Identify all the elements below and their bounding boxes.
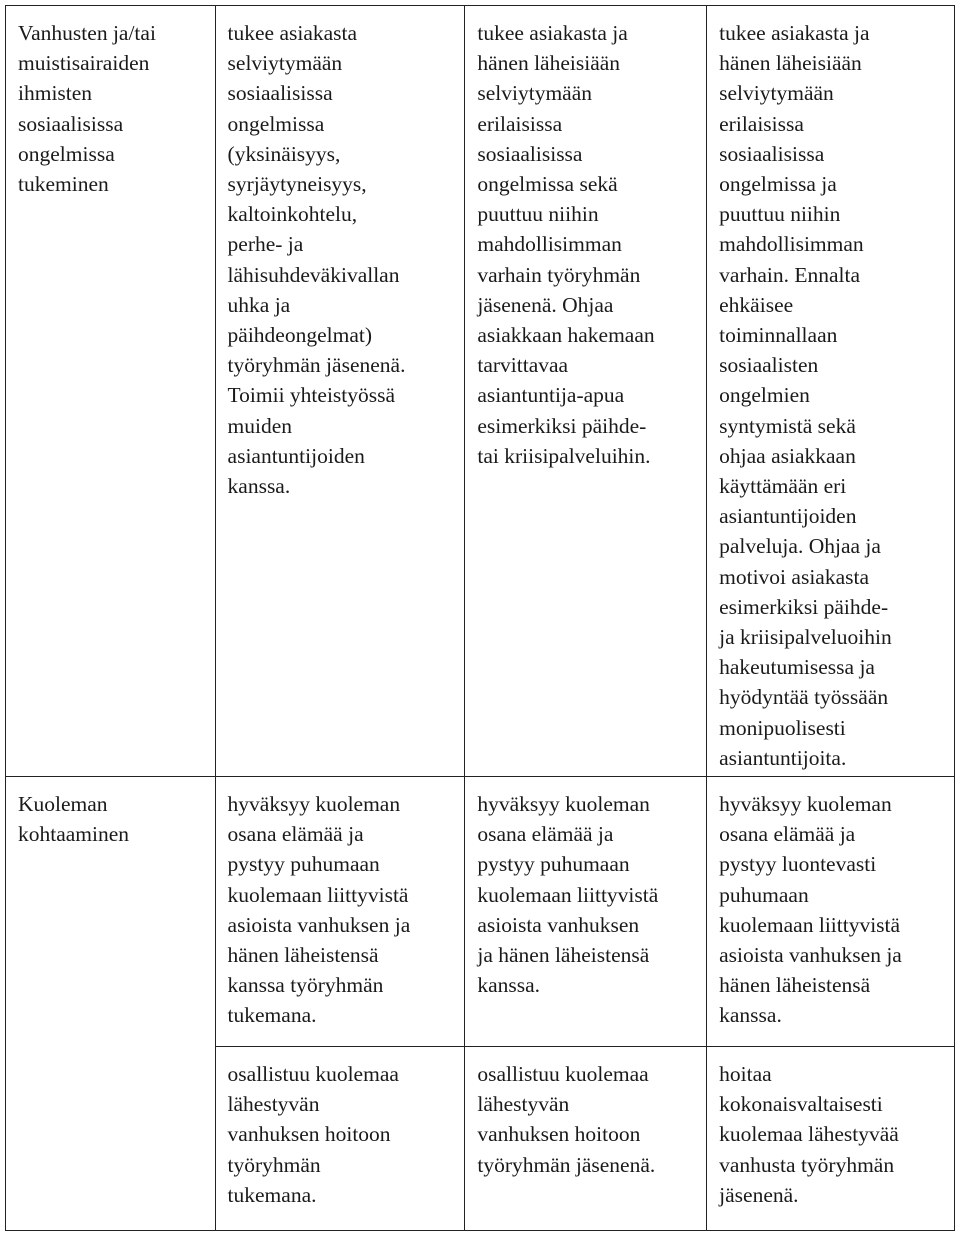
- cell-text-line: ongelmissa ja: [719, 172, 837, 197]
- cell-text-line: osallistuu kuolemaa: [227, 1062, 399, 1086]
- cell-text-line: asioista vanhuksen ja: [227, 912, 411, 937]
- cell-text-line: hyväksyy kuoleman: [477, 792, 650, 816]
- cell-text-line: asiantuntijoiden: [227, 443, 365, 468]
- cell-text-line: tukee asiakasta ja: [477, 21, 628, 45]
- level3-cell: [707, 777, 955, 1047]
- cell-text-line: syntymistä sekä: [719, 413, 856, 438]
- cell-text-line: ehkäisee: [719, 292, 794, 317]
- cell-text-line: esimerkiksi päihde-: [477, 413, 647, 438]
- cell-text-line: tukee asiakasta ja: [719, 21, 870, 45]
- cell-text-line: kohtaaminen: [18, 822, 130, 847]
- table-row: [6, 777, 955, 1047]
- cell-text-line: erilaisissa: [719, 111, 804, 136]
- cell-text-line: puhumaan: [719, 882, 809, 907]
- cell-text-line: ihmisten: [18, 81, 93, 106]
- cell-text-line: kuolemaa lähestyvää: [719, 1122, 899, 1147]
- cell-text-line: työryhmän: [227, 1152, 321, 1177]
- cell-text-line: käyttämään eri: [719, 474, 847, 499]
- cell-text-line: kanssa.: [719, 1003, 782, 1028]
- cell-text-line: kanssa työryhmän: [227, 973, 384, 998]
- cell-text-line: hyväksyy kuoleman: [227, 792, 401, 816]
- level3-cell: [707, 1047, 955, 1231]
- cell-text-line: kanssa.: [227, 474, 291, 499]
- level1-cell: [215, 6, 465, 777]
- cell-text-line: osallistuu kuolemaa: [477, 1062, 649, 1086]
- cell-text-line: lähisuhdeväkivallan: [227, 262, 400, 287]
- cell-text-line: vanhusta työryhmän: [719, 1152, 895, 1177]
- cell-text-line: esimerkiksi päihde-: [719, 594, 889, 619]
- cell-text-line: kuolemaan liittyvistä: [227, 882, 409, 907]
- topic-cell: [6, 777, 216, 1231]
- level2-cell: [465, 1047, 707, 1231]
- cell-text-line: kanssa.: [477, 973, 541, 998]
- cell-text-line: lähestyvän: [227, 1092, 320, 1117]
- cell-text-line: motivoi asiakasta: [719, 564, 870, 589]
- cell-text-line: pystyy puhumaan: [227, 852, 380, 877]
- cell-text-line: tai kriisipalveluihin.: [477, 443, 651, 468]
- cell-text-line: toiminnallaan: [719, 323, 838, 348]
- cell-text-line: tukeminen: [18, 172, 109, 197]
- cell-text-line: hyväksyy kuoleman: [719, 792, 892, 816]
- cell-text-line: vanhuksen hoitoon: [227, 1122, 391, 1147]
- cell-text-line: työryhmän jäsenenä.: [227, 353, 406, 378]
- cell-text-line: sosiaalisissa: [18, 111, 124, 136]
- cell-text-line: ja hänen läheistensä: [477, 943, 650, 968]
- cell-text-line: sosiaalisissa: [719, 141, 825, 166]
- cell-text-line: palveluja. Ohjaa ja: [719, 534, 881, 559]
- cell-text-line: päihdeongelmat): [227, 323, 373, 348]
- level2-cell: [465, 777, 707, 1047]
- cell-text-line: varhain työryhmän: [477, 262, 641, 287]
- cell-text-line: asiakkaan hakemaan: [477, 323, 655, 348]
- cell-text-line: selviytymään: [719, 81, 834, 106]
- cell-text-line: tukee asiakasta: [227, 21, 358, 45]
- cell-text-line: työryhmän jäsenenä.: [477, 1152, 656, 1177]
- cell-text-line: ongelmissa: [18, 141, 115, 166]
- cell-text-line: hänen läheistensä: [227, 943, 379, 968]
- level1-cell: [215, 777, 465, 1047]
- cell-text-line: tarvittavaa: [477, 353, 569, 378]
- table-row: [6, 6, 955, 777]
- level2-cell: [465, 6, 707, 777]
- cell-text-line: puuttuu niihin: [477, 202, 599, 227]
- cell-text-line: asiantuntijoita.: [719, 745, 847, 770]
- cell-text-line: hoitaa: [719, 1062, 772, 1086]
- cell-text-line: tukemana.: [227, 1182, 317, 1207]
- cell-text-line: sosiaalisten: [719, 353, 819, 378]
- cell-text-line: erilaisissa: [477, 111, 563, 136]
- cell-text-line: osana elämää ja: [227, 822, 364, 847]
- cell-text-line: hänen läheisiään: [719, 51, 862, 76]
- level3-cell: [707, 6, 955, 777]
- cell-text-line: Toimii yhteistyössä: [227, 383, 396, 408]
- cell-text-line: mahdollisimman: [477, 232, 622, 257]
- cell-text-line: syrjäytyneisyys,: [227, 172, 367, 197]
- cell-text-line: Vanhusten ja/tai: [18, 21, 156, 45]
- cell-text-line: sosiaalisissa: [227, 81, 333, 106]
- cell-text-line: muiden: [227, 413, 293, 438]
- cell-text-line: asiantuntija-apua: [477, 383, 625, 408]
- cell-text-line: lähestyvän: [477, 1092, 570, 1117]
- cell-text-line: osana elämää ja: [719, 822, 856, 847]
- cell-text-line: kuolemaan liittyvistä: [719, 912, 901, 937]
- cell-text-line: jäsenenä. Ohjaa: [477, 292, 614, 317]
- cell-text-line: pystyy puhumaan: [477, 852, 630, 877]
- cell-text-line: sosiaalisissa: [477, 141, 583, 166]
- cell-text-line: asioista vanhuksen: [477, 912, 640, 937]
- cell-text-line: osana elämää ja: [477, 822, 614, 847]
- level1-cell: [215, 1047, 465, 1231]
- cell-text-line: uhka ja: [227, 292, 291, 317]
- cell-text-line: kaltoinkohtelu,: [227, 202, 358, 227]
- cell-text-line: puuttuu niihin: [719, 202, 841, 227]
- cell-text-line: asiantuntijoiden: [719, 504, 857, 529]
- cell-text-line: muistisairaiden: [18, 51, 150, 76]
- cell-text-line: kuolemaan liittyvistä: [477, 882, 659, 907]
- cell-text-line: ja kriisipalveluoihin: [719, 625, 892, 650]
- cell-text-line: asioista vanhuksen ja: [719, 943, 902, 968]
- cell-text-line: Kuoleman: [18, 792, 108, 816]
- cell-text-line: selviytymään: [227, 51, 343, 76]
- cell-text-line: ongelmien: [719, 383, 810, 408]
- cell-text-line: hakeutumisessa ja: [719, 655, 875, 680]
- cell-text-line: ongelmissa sekä: [477, 172, 618, 197]
- topic-cell: [6, 6, 216, 777]
- cell-text-line: perhe- ja: [227, 232, 304, 257]
- cell-text-line: varhain. Ennalta: [719, 262, 861, 287]
- cell-text-line: ohjaa asiakkaan: [719, 443, 856, 468]
- cell-text-line: hänen läheistensä: [719, 973, 871, 998]
- cell-text-line: (yksinäisyys,: [227, 141, 341, 166]
- cell-text-line: tukemana.: [227, 1003, 317, 1028]
- cell-text-line: hänen läheisiään: [477, 51, 621, 76]
- cell-text-line: kokonaisvaltaisesti: [719, 1092, 883, 1117]
- cell-text-line: monipuolisesti: [719, 715, 846, 740]
- cell-text-line: mahdollisimman: [719, 232, 864, 257]
- cell-text-line: vanhuksen hoitoon: [477, 1122, 641, 1147]
- cell-text-line: ongelmissa: [227, 111, 325, 136]
- cell-text-line: pystyy luontevasti: [719, 852, 877, 877]
- cell-text-line: hyödyntää työssään: [719, 685, 889, 710]
- competency-table: [5, 5, 955, 1231]
- cell-text-line: jäsenenä.: [719, 1182, 799, 1207]
- cell-text-line: selviytymään: [477, 81, 592, 106]
